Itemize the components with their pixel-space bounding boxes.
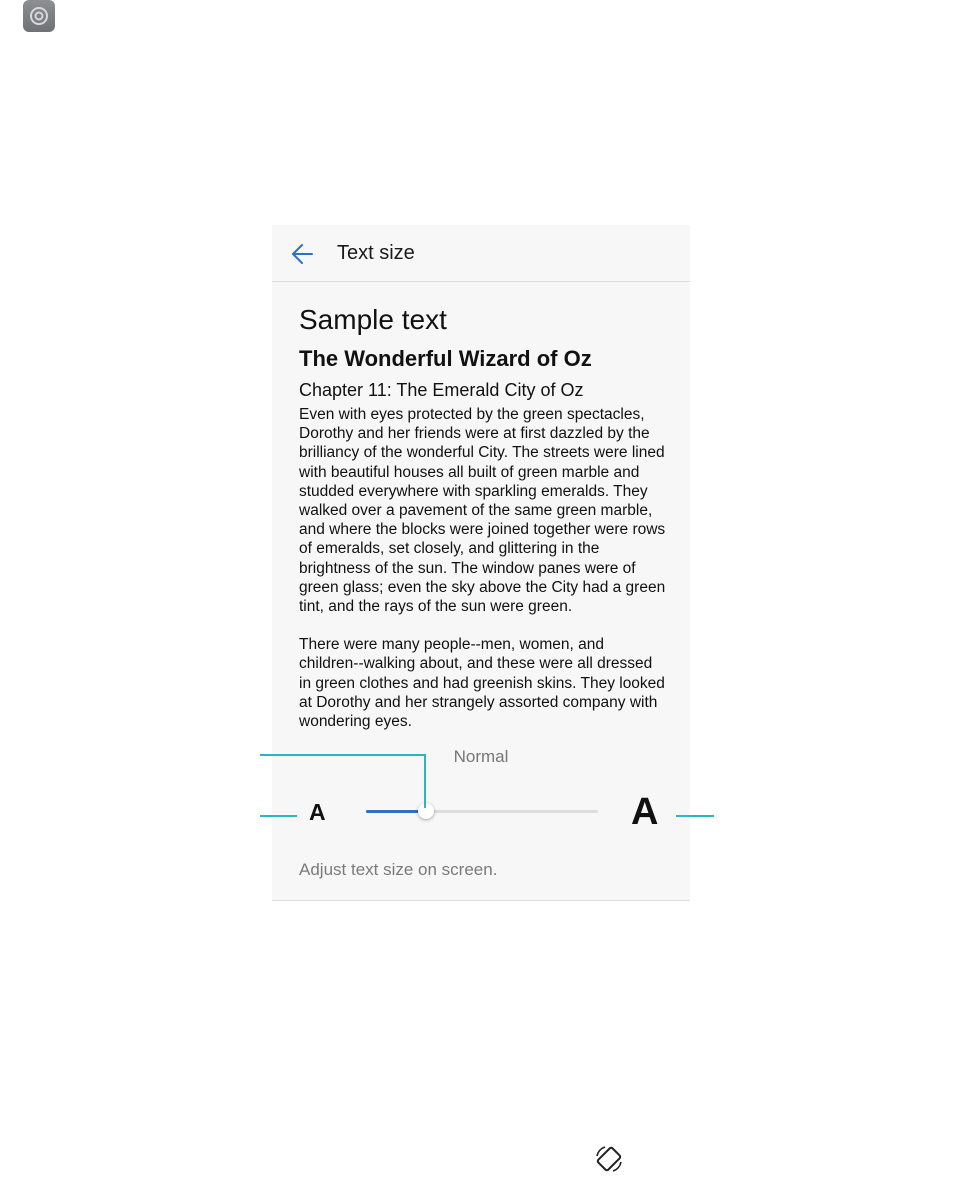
- current-size-label: Normal: [453, 747, 509, 766]
- rotate-screen-icon: [593, 1143, 625, 1175]
- large-text-icon: A: [631, 791, 659, 833]
- top-bar: [272, 225, 690, 282]
- slider-thumb[interactable]: [418, 803, 434, 819]
- chapter-heading: Chapter 11: The Emerald City of Oz: [299, 380, 584, 400]
- callout-line: [676, 815, 714, 817]
- slider-fill: [366, 810, 426, 813]
- callout-line: [424, 754, 426, 808]
- sample-paragraph: There were many people--men, women, and children--walking about, and these were all dressed in green clothes and had greenish skins. They looked at Dorothy and her strangely assorted company with wondering eyes.: [299, 636, 665, 731]
- page-title: Text size: [337, 242, 415, 264]
- back-arrow-icon[interactable]: [290, 241, 316, 267]
- sample-text-area: [299, 303, 667, 731]
- book-title: The Wonderful Wizard of Oz: [299, 346, 592, 371]
- text-size-screen: [272, 225, 690, 901]
- sample-paragraph: Even with eyes protected by the green spectacles, Dorothy and her friends were at first dazzled by the brilliancy of the wonderful City. The streets were lined with beautiful houses all built of green marble and studded everywhere with sparkling emeralds. They walked over a pavement of the same green marble, and where the blocks were joined together were rows of emeralds, set closely, and glittering in the brightness of the sun. The window panes were of green glass; even the sky above the City had a green tint, and the rays of the sun were green.: [299, 406, 666, 616]
- settings-icon: [23, 0, 55, 32]
- callout-line: [260, 754, 426, 756]
- callout-line: [260, 815, 297, 817]
- divider: [272, 900, 690, 901]
- sample-label: Sample text: [299, 304, 447, 335]
- text-size-slider[interactable]: [366, 800, 598, 822]
- hint-text: Adjust text size on screen.: [299, 860, 498, 879]
- small-text-icon: A: [309, 799, 326, 825]
